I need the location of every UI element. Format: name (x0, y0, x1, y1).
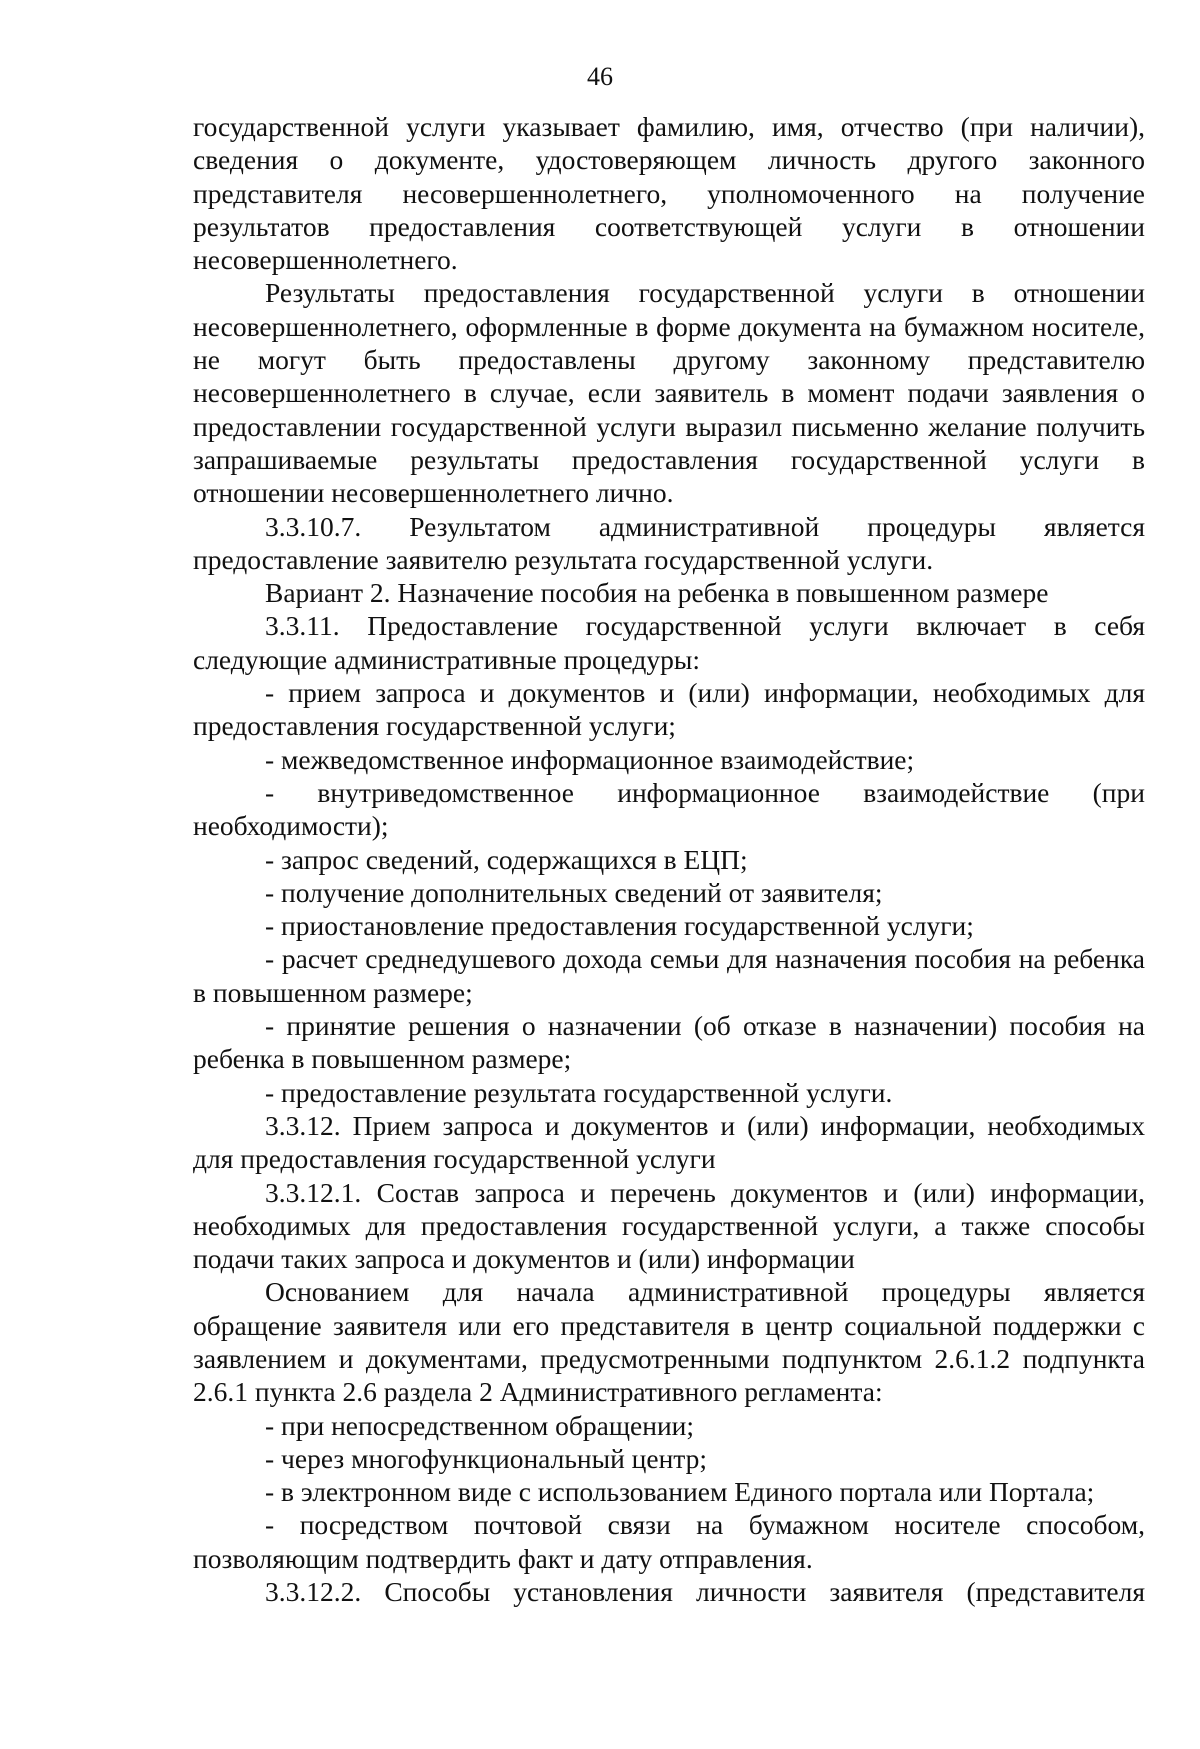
paragraph: 3.3.12.2. Способы установления личности заявителя (представителя (265, 1576, 1145, 1608)
list-item: - прием запроса и документов и (или) информации, необходимых для предоставления государственной услуги; (193, 677, 1145, 742)
document-body (193, 110, 1145, 1608)
list-item: - принятие решения о назначении (об отказе в назначении) пособия на ребенка в повышенном размере; (193, 1010, 1145, 1075)
paragraph: Результаты предоставления государственной услуги в отношении несовершеннолетнего, оформленные в форме документа на бумажном носителе, не могут быть предоставлены другому законному представителю несовершеннолетнего в случае, если заявитель в момент подачи заявления о предоставлении государственной услуги выразил письменно желание получить запрашиваемые результаты предоставления государственной услуги в отношении несовершеннолетнего лично. (193, 277, 1145, 509)
list-item: - межведомственное информационное взаимодействие; (265, 743, 915, 775)
paragraph: государственной услуги указывает фамилию, имя, отчество (при наличии), сведения о документе, удостоверяющем личность другого законного представителя несовершеннолетнего, уполномоченного на получение результатов предоставления соответствующей услуги в отношении несовершеннолетнего. (193, 111, 1145, 276)
list-item: - при непосредственном обращении; (265, 1409, 695, 1441)
paragraph: 3.3.12.1. Состав запроса и перечень документов и (или) информации, необходимых для предоставления государственной услуги, а также способы подачи таких запроса и документов и (или) информации (193, 1176, 1145, 1275)
list-item: - через многофункциональный центр; (265, 1442, 708, 1474)
paragraph: 3.3.12. Прием запроса и документов и (или) информации, необходимых для предоставления государственной услуги (193, 1109, 1145, 1175)
page-number: 46 (587, 62, 613, 91)
section-heading: Вариант 2. Назначение пособия на ребенка в повышенном размере (265, 577, 1049, 609)
paragraph: 3.3.11. Предоставление государственной услуги включает в себя следующие административные процедуры: (193, 610, 1145, 675)
list-item: - посредством почтовой связи на бумажном носителе способом, позволяющим подтвердить факт и дату отправления. (193, 1509, 1145, 1574)
paragraph: Основанием для начала административной процедуры является обращение заявителя или его представителя в центр социальной поддержки с заявлением и документами, предусмотренными подпунктом 2.6.1.2 подпункта 2.6.1 пункта 2.6 раздела 2 Административного регламента: (193, 1276, 1145, 1408)
list-item: - в электронном виде с использованием Единого портала или Портала; (265, 1476, 1095, 1508)
paragraph: 3.3.10.7. Результатом административной процедуры является предоставление заявителю результата государственной услуги. (193, 510, 1145, 575)
list-item: - получение дополнительных сведений от заявителя; (265, 876, 883, 908)
list-item: - внутриведомственное информационное взаимодействие (при необходимости); (193, 776, 1145, 842)
list-item: - расчет среднедушевого дохода семьи для назначения пособия на ребенка в повышенном размере; (193, 943, 1145, 1008)
list-item: - приостановление предоставления государственной услуги; (265, 910, 974, 942)
list-item: - предоставление результата государственной услуги. (265, 1076, 893, 1108)
list-item: - запрос сведений, содержащихся в ЕЦП; (265, 843, 748, 875)
